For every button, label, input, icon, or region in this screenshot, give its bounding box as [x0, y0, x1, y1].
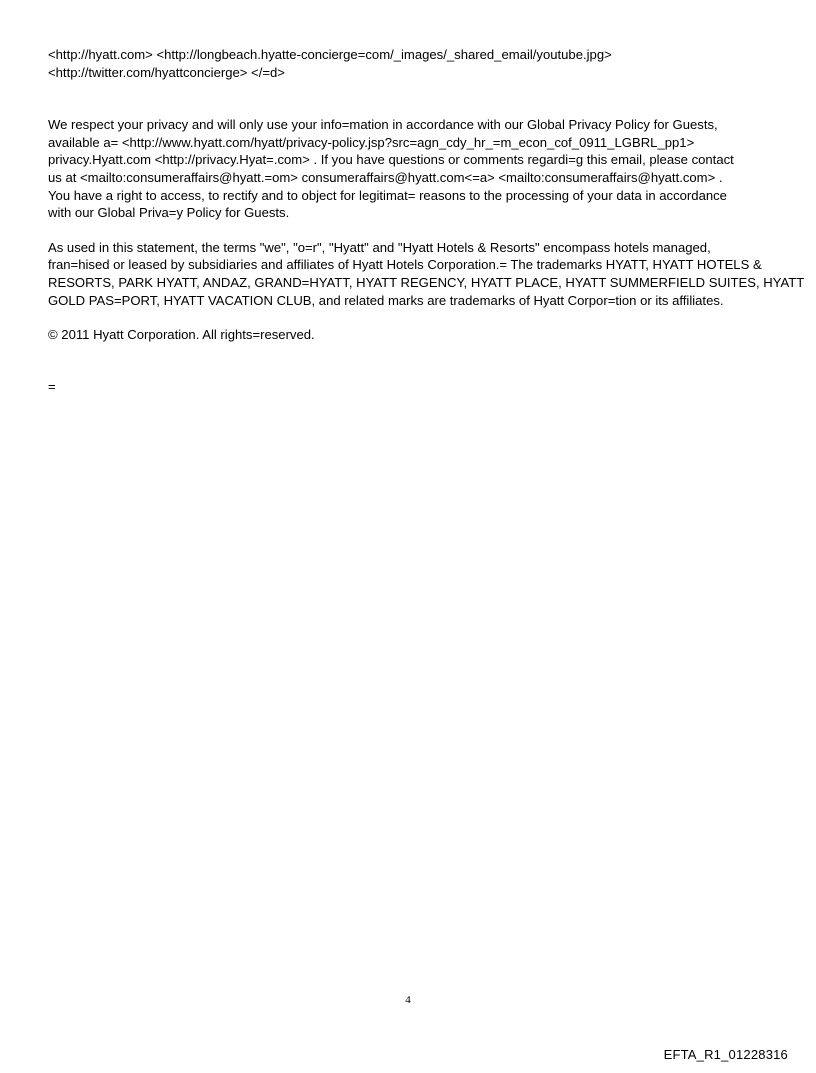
trademarks-line: RESORTS, PARK HYATT, ANDAZ, GRAND=HYATT, HYATT REGENCY, HYATT PLACE, HYATT SUMMERFIELD SUITES, HYATT	[48, 274, 805, 290]
trademarks-line: GOLD PAS=PORT, HYATT VACATION CLUB, and related marks are trademarks of Hyatt Corpor=tion or its affiliates.	[48, 292, 724, 308]
trademarks-line: fran=hised or leased by subsidiaries and affiliates of Hyatt Hotels Corporation.= The trademarks HYATT, HYATT HOTELS &	[48, 257, 762, 273]
privacy-line: We respect your privacy and will only use your info=mation in accordance with our Global Privacy Policy for Guests,	[48, 117, 718, 133]
links-paragraph	[48, 46, 776, 81]
page-number: 4	[405, 994, 411, 1006]
links-line: <http://twitter.com/hyattconcierge> </=d>	[48, 64, 285, 80]
trademarks-line: As used in this statement, the terms "we", "o=r", "Hyatt" and "Hyatt Hotels & Resorts" encompass hotels managed,	[48, 239, 711, 255]
privacy-line: privacy.Hyatt.com <http://privacy.Hyat=.com> . If you have questions or comments regardi=g this email, please contact	[48, 152, 734, 168]
links-line: <http://hyatt.com> <http://longbeach.hyatte-concierge=com/_images/_shared_email/youtube.jpg>	[48, 47, 612, 62]
privacy-line: us at <mailto:consumeraffairs@hyatt.=om> consumeraffairs@hyatt.com<=a> <mailto:consumeraffairs@hyatt.com> .	[48, 169, 723, 185]
privacy-line: with our Global Priva=y Policy for Guests.	[48, 205, 290, 221]
trademarks-paragraph	[48, 239, 805, 309]
copyright-line: © 2011 Hyatt Corporation. All rights=reserved.	[48, 327, 315, 343]
trailing-equals	[48, 378, 776, 396]
privacy-line: You have a right to access, to rectify and to object for legitimat= reasons to the processing of your data in accordance	[48, 187, 727, 203]
bates-number: EFTA_R1_01228316	[663, 1047, 788, 1062]
copyright-paragraph	[48, 326, 776, 344]
privacy-paragraph	[48, 116, 776, 222]
email-body	[48, 46, 805, 395]
privacy-line: available a= <http://www.hyatt.com/hyatt/privacy-policy.jsp?src=agn_cdy_hr_=m_econ_cof_0911_LGBRL_pp1>	[48, 134, 695, 150]
equals-line: =	[48, 378, 56, 394]
